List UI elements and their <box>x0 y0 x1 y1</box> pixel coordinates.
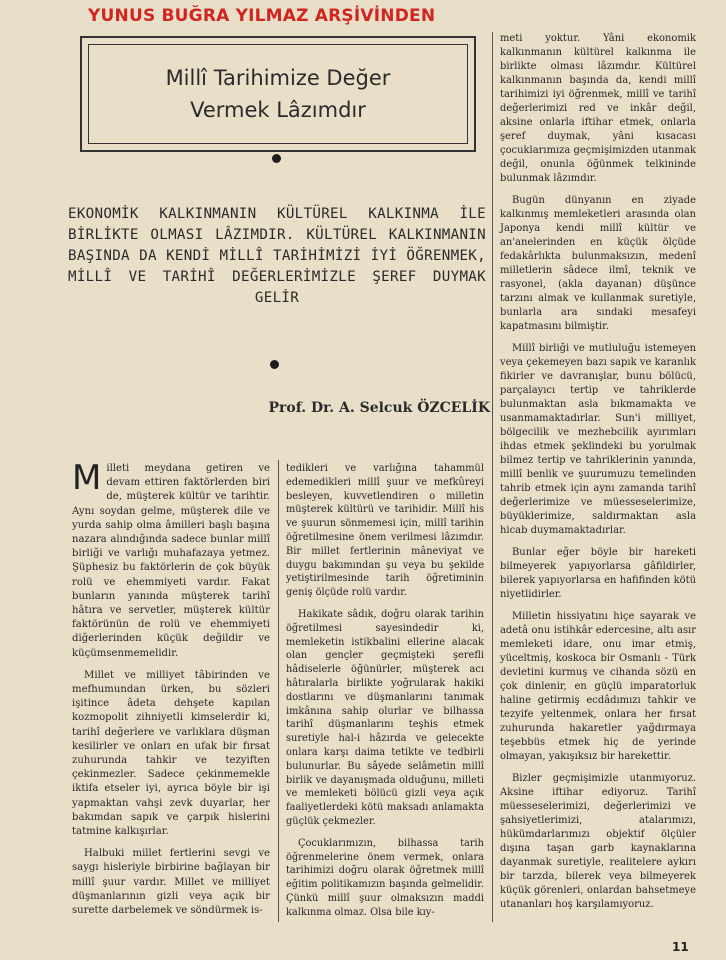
title-frame <box>80 36 476 152</box>
paragraph: Bugün dünyanın en ziyade kalkınmış memleketleri arasında olan Japonya kendi millî kültür ve an'anelerinden en küçük ölçüde fedakârlıkta bulunmaksızın, medenî milletlerin sâdece ilmî, teknik ve rasyonel, (akla dayanan) düşünce tarzını almak ve kullanmak suretiyle, bunlarla ara sındaki mesafeyi kapatmasını bilmiştir. <box>500 195 696 332</box>
paragraph: Çocuklarımızın, bilhassa tarih öğrenmelerine önem vermek, onlara tarihimizi doğru olarak öğretmek millî eğitim politikamızın başında gelmelidir. Çünkü millî şuur olmaksızın maddi kalkınma olmaz. Olsa bile kıy- <box>286 837 484 918</box>
paragraph: Milletin hissiyatını hiçe sayarak ve adetâ onu istihkâr edercesine, altı asır memleketi idare, onu imar etmiş, yüceltmiş, koskoca bir Osmanlı - Türk devletini kurmuş ve cihanda sözü en çok dinlenir, en güçlü imparatorluk haline getirmiş ecdâdımızı tahkir ve tezyife yeltenmek, onlara her fırsat zuhurunda hakaretler yağdırmaya teşebbüs etmek hiç de yerinde olmayan, yakışıksız bir harekettir. <box>500 611 696 762</box>
column-divider-right <box>492 32 493 922</box>
article-title-line-1: Millî Tarihimize Değer <box>165 66 391 90</box>
title-inner-frame <box>88 44 468 144</box>
paragraph: Bunlar eğer böyle bir hareketi bilmeyerek yapıyorlarsa gâfildirler, bilerek yapıyorlarsa en hafifinden kötü niyetlidirler. <box>500 547 696 600</box>
paragraph: Millet ve milliyet tâbirinden ve mefhumundan ürken, bu sözleri işitince âdeta dehşete kapılan kozmopolit zihniyetli kimselerdir ki, tarihî değerlere ve varlıklara düşman kesilirler ve onları en ufak bir fırsat zuhurunda tahkir ve tezyiften çekinmezler. Sadece çekinmemekle iktifa etseler iyi, ayrıca böyle bir işi yapmaktan vahşi zevk duyarlar, her bakımdan sapık ve çarpık hislerini tatmine kalkışırlar. <box>72 669 270 838</box>
column-divider-left <box>278 460 279 922</box>
paragraph: meti yoktur. Yâni ekonomik kalkınmanın kültürel kalkınma ile birlikte olması lâzımdır. Kültürel kalkınmanın başında da, kendi millî tarihimizi iyi öğrenmek, millî ve tarihî değerlerimizi red ve inkâr değil, aksine onlarla iftihar etmek, onlarla şeref duymak, yâni kısacası çocuklarımıza geçmişimizden utanmak değil, onunla öğünmek telkininde bulunmak lâzımdır. <box>500 33 696 184</box>
ornament-dot-top <box>272 154 281 163</box>
drop-cap: M <box>72 458 102 498</box>
text-column-3 <box>500 32 696 920</box>
author-byline: Prof. Dr. A. Selcuk ÖZCELİK <box>268 400 490 416</box>
ornament-dot-middle <box>270 360 279 369</box>
paragraph: Milleti meydana getiren ve devam ettiren faktörlerden biri de, müşterek kültür ve tarihtir. Aynı soydan gelme, müşterek dile ve yurda sahip olma âmilleri başlı başına nazara alındığında sadece bunlar millî birliği ve varlığı muhafazaya yetmez. Şüphesiz bu faktörlerin de çok büyük rolü ve ehemmiyeti vardır. Fakat bunların yanında müşterek tarihî hâtıra ve servetler, müşterek kültür faktörünün de rolü ve ehemmiyeti diğerlerinden küçük değildir ve küçümsenmemelidir. <box>72 458 270 659</box>
paragraph: tedikleri ve varlığına tahammül edemedikleri millî şuur ve mefkûreyi besleyen, kuvvetlendiren o milletin müşterek kültürü ve tarihidir. Millî his ve şuurun sönmemesi için, millî tarihin öğretilmesine önem verilmesi lâzımdır. Bir millet fertlerinin mâneviyat ve duygu bakımından şu veya bu şekilde yetiştirilmesinde tarih öğretiminin geniş ölçüde rolü vardır. <box>286 463 484 599</box>
paragraph: Bizler geçmişimizle utanmıyoruz. Aksine iftihar ediyoruz. Tarihî müesseselerimizi, değerlerimizi ve şahsiyetlerimizi, atalarımızı, hükümdarlarımızı objektif ölçüler dışına taşan garb kaynaklarına dayanmak suretiyle, realitelere aykırı bir tarzda, bilerek veya bilmeyerek küçük görenleri, onlardan bahsetmeye utananları hoş karşılamıyoruz. <box>500 773 696 910</box>
paragraph: Hakikate sâdık, doğru olarak tarihin öğretilmesi sayesindedir ki, memleketin istikbalini ellerine alacak olan gençler geçmişteki şerefli hâdiselerle öğünürler, müşterek acı hâtıralarla birlikte yoğrularak hakiki dostlarını ve düşmanlarını tanımak imkânına sahip olurlar ve bilhassa tarihî düşmanlarını teşhis etmek suretiyle hal-i hâzırda ve gelecekte onlara karşı daima tetikte ve tedbirli bulunurlar. Bu sâyede selâmetin millî birlik ve dayanışmada olduğunu, milleti ve memleketi bölücü gizli veya açık faaliyetlerdeki kötü maksadı anlamakta güçlük çekmezler. <box>286 608 484 827</box>
text-column-2 <box>286 462 484 928</box>
article-title-line-2: Vermek Lâzımdır <box>190 98 366 122</box>
paragraph: Halbuki millet fertlerini sevgi ve saygı hisleriyle birbirine bağlayan bir millî şuur vardır. Millet ve milliyet düşmanlarının gizli veya açık bir surette darbelemek ve söndürmek is- <box>72 848 270 917</box>
archive-watermark: YUNUS BUĞRA YILMAZ ARŞİVİNDEN <box>88 6 436 26</box>
paragraph: Millî birliği ve mutluluğu istemeyen veya çekemeyen bazı sapık ve karanlık fikirler ve davranışlar, bunu bölücü, parçalayıcı tertip ve tahriklerde bulunmaktan asla bıkmamakta ve usanmamaktadırlar. Sun'i milliyet, bölgecilik ve mezhebcilik ayırımları ihdas etmek şeklindeki bu yorulmak bilmez tertip ve tahriklerinin yanında, millî benlik ve şuurumuzu temelinden tahrib etmek için aynı zamanda tarihî değerlerimize ve müesseselerimize, büyüklerimize, saldırmaktan asla hicab duymamaktadırlar. <box>500 343 696 536</box>
text-column-1 <box>72 458 270 926</box>
article-headline: EKONOMİK KALKINMANIN KÜLTÜREL KALKINMA İLE BİRLİKTE OLMASI LÂZIMDIR. KÜLTÜREL KALKINMANIN BAŞINDA DA KENDİ MİLLÎ TARİHİMİZİ İYİ ÖĞRENMEK, MİLLÎ VE TARİHÎ DEĞERLERİMİZLE ŞEREF DUYMAK GELİR <box>68 206 486 306</box>
page-number: 11 <box>672 940 689 954</box>
